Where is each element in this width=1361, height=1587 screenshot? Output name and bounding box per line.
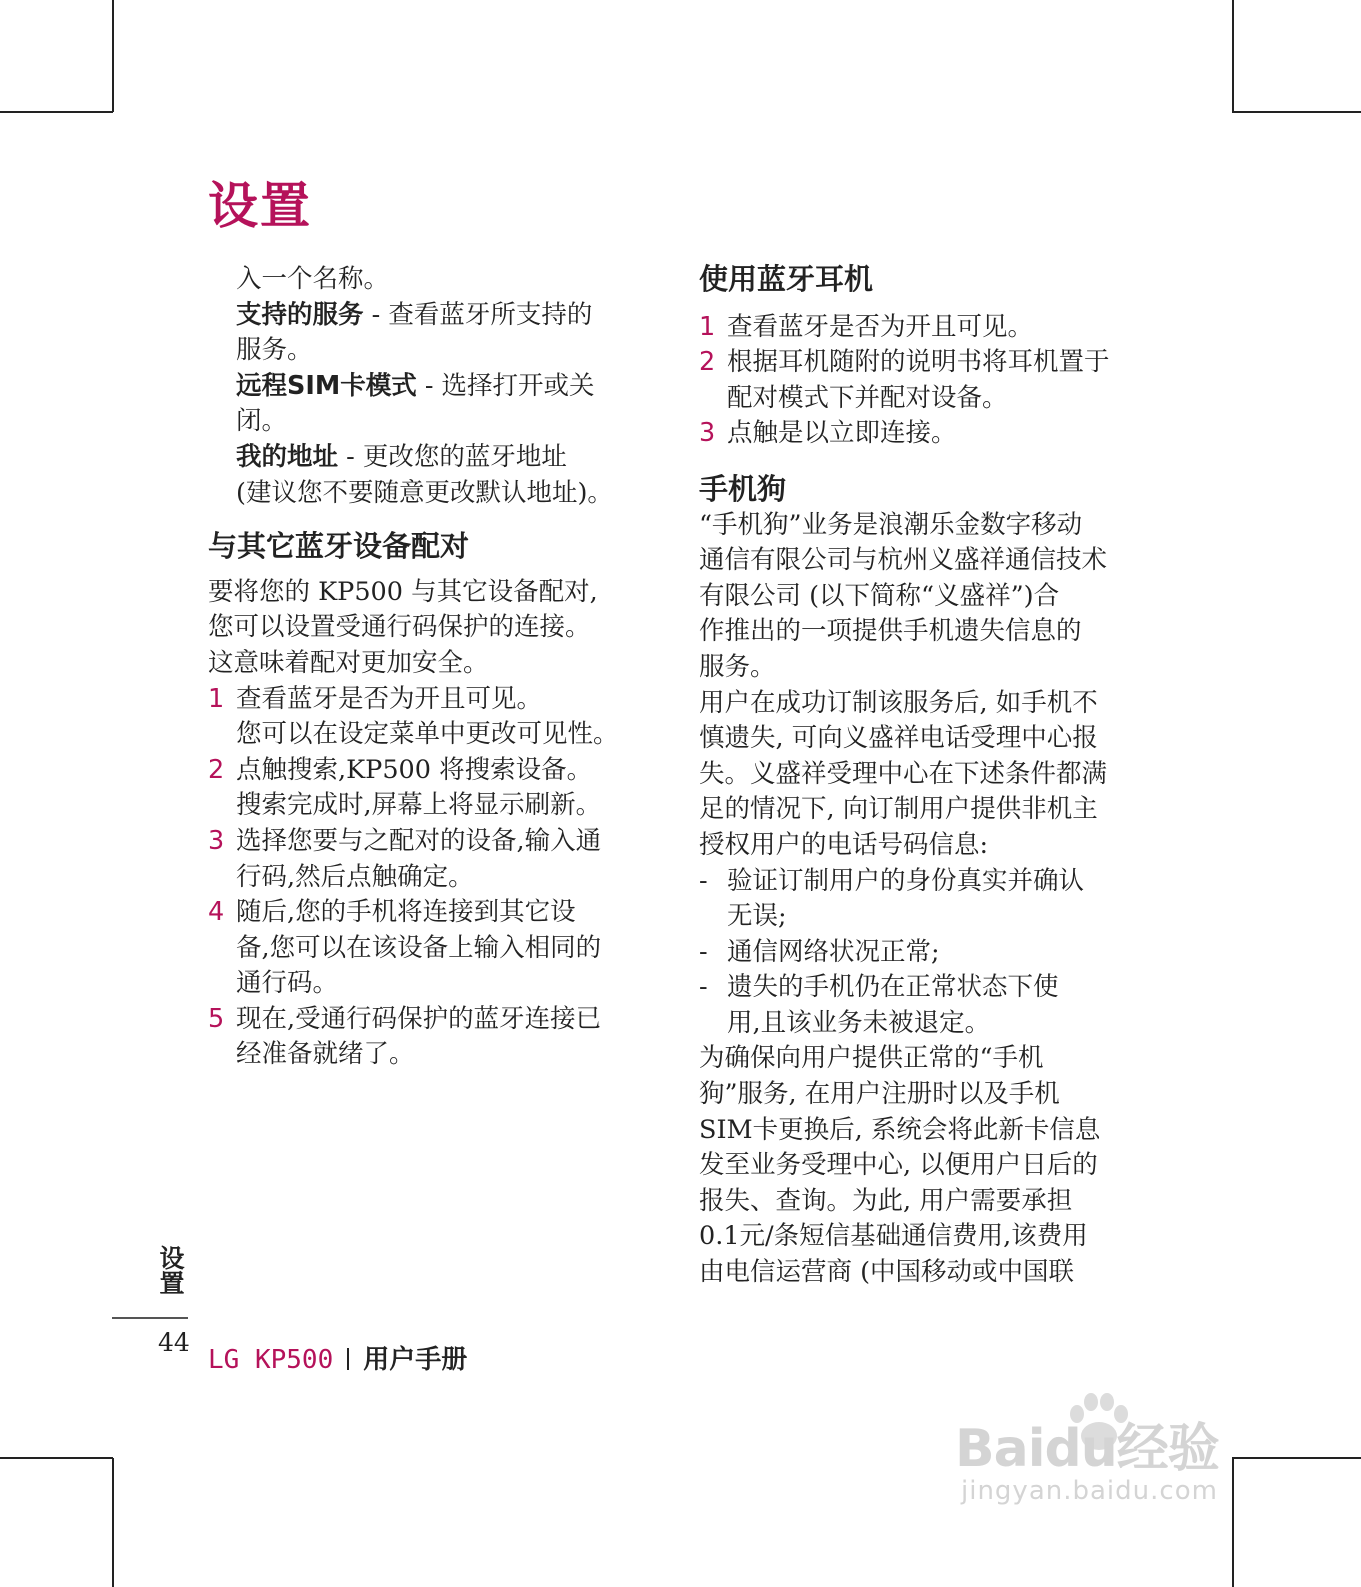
section-title-phone-dog: 手机狗 [699, 471, 787, 506]
bullet-dash: - [699, 936, 708, 967]
paragraph-line: 失。义盛祥受理中心在下述条件都满 [699, 758, 1108, 789]
step-line: 选择您要与之配对的设备,输入通 [236, 825, 602, 856]
paragraph-line: 足的情况下, 向订制用户提供非机主 [699, 794, 1098, 825]
headset-step [699, 345, 1149, 416]
definition-item [208, 369, 658, 405]
crop-mark-bottom-left-v [112, 1458, 114, 1587]
step-number: 3 [208, 825, 225, 856]
pairing-step [208, 753, 658, 824]
step-number: 1 [699, 311, 716, 342]
definition-continuation: 闭。 [236, 406, 288, 437]
bullet-line: 无误; [727, 901, 787, 932]
bullet-line: 用,且该业务未被退定。 [727, 1007, 991, 1038]
crop-mark-bottom-left-h [0, 1457, 113, 1459]
step-line: 随后,您的手机将连接到其它设 [236, 897, 576, 928]
definition-continuation: 服务。 [236, 335, 313, 366]
paragraph-line: 作推出的一项提供手机遗失信息的 [699, 616, 1082, 647]
paragraph-line: 有限公司 (以下简称“义盛祥”)合 [699, 580, 1060, 611]
pairing-step [208, 824, 658, 895]
watermark-text: Baidu经验 [955, 1419, 1219, 1479]
definition-item [208, 298, 658, 334]
bullet-dash: - [699, 972, 708, 1003]
pairing-step [208, 682, 658, 753]
headset-step [699, 416, 1149, 452]
bullet-item [699, 935, 1149, 971]
definition-text: - 更改您的蓝牙地址 [338, 441, 567, 472]
step-number: 1 [208, 683, 225, 714]
definition-term: 支持的服务 [236, 299, 364, 330]
step-number: 2 [208, 754, 225, 785]
footer-rule [112, 1317, 188, 1319]
step-line: 现在,受通行码保护的蓝牙连接已 [236, 1003, 602, 1034]
step-line: 行码,然后点触确定。 [236, 861, 474, 892]
definition-item [208, 440, 658, 476]
step-line: 配对模式下并配对设备。 [727, 382, 1008, 413]
step-line: 备,您可以在该设备上输入相同的 [236, 932, 602, 963]
bullet-line: 遗失的手机仍在正常状态下使 [727, 972, 1059, 1003]
definition-term: 远程SIM卡模式 [236, 370, 417, 401]
paragraph-line: 由电信运营商 (中国移动或中国联 [699, 1257, 1075, 1288]
step-line: 您可以在设定菜单中更改可见性。 [236, 719, 619, 750]
step-line: 点触搜索,KP500 将搜索设备。 [236, 754, 593, 785]
left-column [208, 262, 658, 1073]
side-tab-label: 设置 [156, 1245, 185, 1295]
step-number: 5 [208, 1003, 225, 1034]
definition-continuation: (建议您不要随意更改默认地址)。 [236, 477, 613, 508]
paragraph-line: 发至业务受理中心, 以便用户日后的 [699, 1150, 1098, 1181]
paragraph-line: 0.1元/条短信基础通信费用,该费用 [699, 1221, 1088, 1252]
crop-mark-top-left-v [112, 0, 114, 112]
crop-mark-top-right-v [1232, 0, 1234, 112]
paragraph-line: 服务。 [699, 651, 776, 682]
step-line: 通行码。 [236, 968, 339, 999]
pairing-step [208, 1002, 658, 1073]
bullet-item [699, 970, 1149, 1041]
step-line: 根据耳机随附的说明书将耳机置于 [727, 347, 1110, 378]
crop-mark-top-left-h [0, 111, 113, 113]
step-line: 查看蓝牙是否为开且可见。 [727, 311, 1034, 342]
paragraph-line: “手机狗”业务是浪潮乐金数字移动 [699, 509, 1083, 540]
page-title: 设置 [208, 177, 312, 235]
step-line: 经准备就绪了。 [236, 1039, 415, 1070]
baidu-watermark [955, 1392, 1275, 1522]
step-number: 3 [699, 418, 716, 449]
pairing-intro-line: 要将您的 KP500 与其它设备配对, [208, 576, 598, 607]
footer-brand: LG KP500 [208, 1345, 334, 1375]
paragraph-line: 报失、查询。为此, 用户需要承担 [699, 1185, 1073, 1216]
watermark-url: jingyan.baidu.com [961, 1476, 1218, 1506]
footer [208, 1339, 467, 1376]
bullet-line: 验证订制用户的身份真实并确认 [727, 865, 1085, 896]
footer-separator [347, 1348, 349, 1370]
step-number: 4 [208, 897, 225, 928]
step-line: 搜索完成时,屏幕上将显示刷新。 [236, 790, 602, 821]
paragraph-line: 狗”服务, 在用户注册时以及手机 [699, 1079, 1060, 1110]
footer-doc-title: 用户手册 [363, 1345, 468, 1375]
bullet-item [699, 864, 1149, 935]
paragraph-line: 用户在成功订制该服务后, 如手机不 [699, 687, 1098, 718]
step-line: 点触是以立即连接。 [727, 418, 957, 449]
pairing-intro-line: 您可以设置受通行码保护的连接。 [208, 612, 591, 643]
paragraph-line: 慎遗失, 可向义盛祥电话受理中心报 [699, 723, 1098, 754]
headset-step [699, 310, 1149, 346]
step-line: 查看蓝牙是否为开且可见。 [236, 683, 543, 714]
definition-term: 我的地址 [236, 441, 339, 472]
page-number: 44 [158, 1328, 190, 1357]
section-title-headset: 使用蓝牙耳机 [699, 262, 874, 296]
bullet-line: 通信网络状况正常; [727, 936, 940, 967]
definition-text: - 查看蓝牙所支持的 [363, 299, 593, 330]
step-number: 2 [699, 347, 716, 378]
paragraph-line: 授权用户的电话号码信息: [699, 829, 989, 860]
crop-mark-top-right-h [1232, 111, 1361, 113]
section-title-pairing: 与其它蓝牙设备配对 [208, 529, 470, 564]
definition-text: - 选择打开或关 [416, 370, 595, 401]
paragraph-line: 通信有限公司与杭州义盛祥通信技术 [699, 545, 1108, 576]
intro-line: 入一个名称。 [236, 264, 390, 294]
pairing-step [208, 895, 658, 1002]
paragraph-line: SIM卡更换后, 系统会将此新卡信息 [699, 1114, 1101, 1145]
pairing-intro-line: 这意味着配对更加安全。 [208, 647, 489, 678]
bullet-dash: - [699, 865, 708, 896]
paragraph-line: 为确保向用户提供正常的“手机 [699, 1043, 1044, 1074]
right-column [699, 262, 1149, 1291]
